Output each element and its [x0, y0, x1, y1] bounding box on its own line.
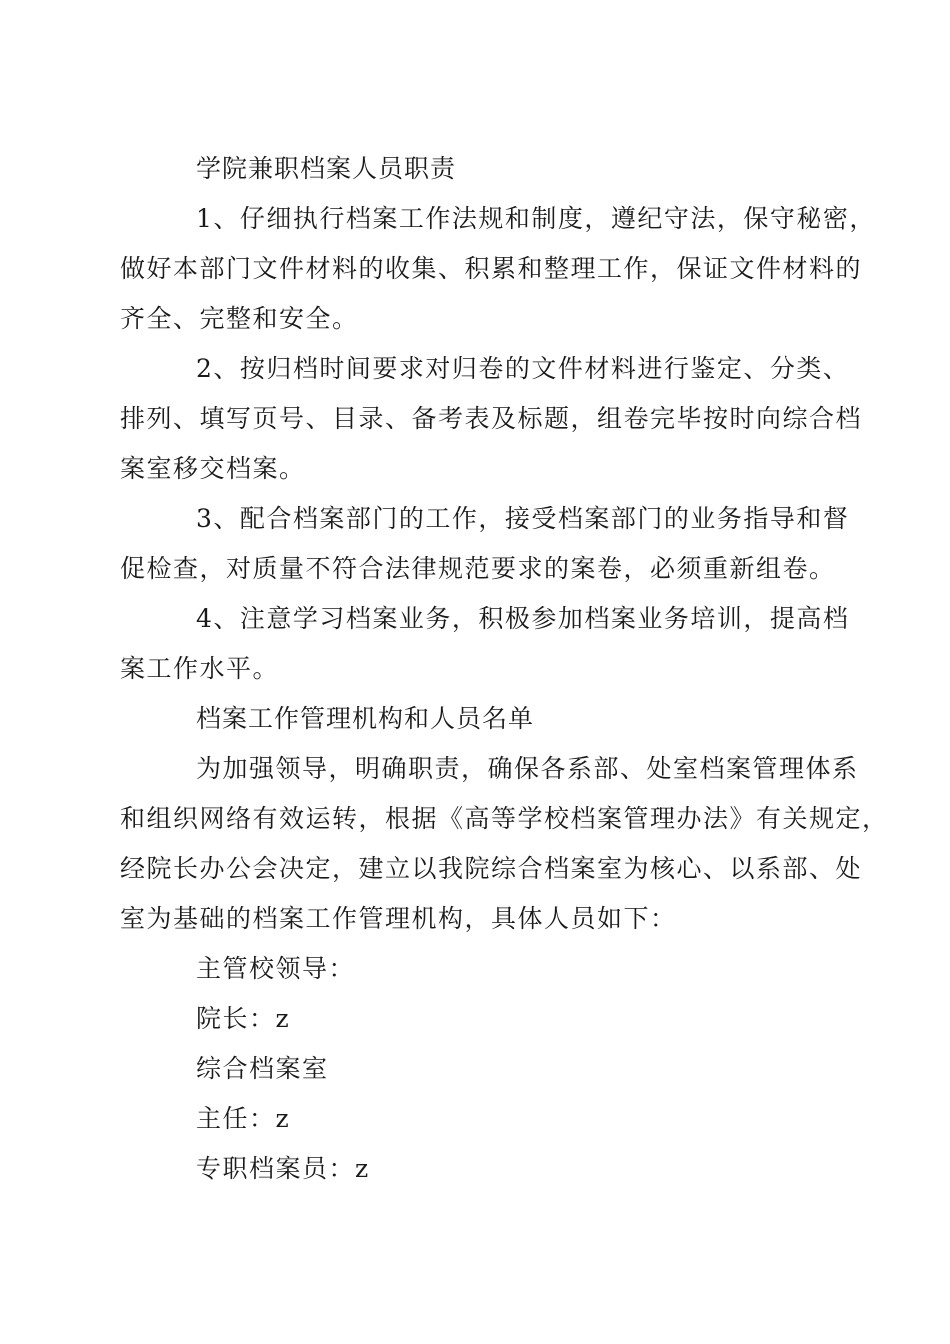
- item-4-line-2: 案工作水平。: [120, 654, 280, 683]
- item-2-line-3: 案室移交档案。: [120, 454, 306, 483]
- item-4-line-1: 4、注意学习档案业务，积极参加档案业务培训，提高档: [196, 604, 850, 633]
- intro-line-3: 经院长办公会决定，建立以我院综合档案室为核心、以系部、处: [120, 854, 863, 883]
- item-2-line-1: 2、按归档时间要求对归卷的文件材料进行鉴定、分类、: [196, 354, 850, 383]
- roster-office: 综合档案室: [196, 1054, 329, 1083]
- item-1-line-2: 做好本部门文件材料的收集、积累和整理工作，保证文件材料的: [120, 254, 863, 283]
- heading-organization: 档案工作管理机构和人员名单: [196, 704, 535, 733]
- roster-archivist: 专职档案员：z: [196, 1154, 370, 1183]
- roster-president: 院长：z: [196, 1004, 291, 1033]
- intro-line-2: 和组织网络有效运转，根据《高等学校档案管理办法》有关规定，: [120, 804, 889, 833]
- heading-duties: 学院兼职档案人员职责: [196, 154, 457, 183]
- intro-line-4: 室为基础的档案工作管理机构，具体人员如下：: [120, 904, 677, 933]
- item-3-line-2: 促检查，对质量不符合法律规范要求的案卷，必须重新组卷。: [120, 554, 836, 583]
- roster-leader-label: 主管校领导：: [196, 954, 356, 983]
- item-2-line-2: 排列、填写页号、目录、备考表及标题，组卷完毕按时向综合档: [120, 404, 863, 433]
- intro-line-1: 为加强领导，明确职责，确保各系部、处室档案管理体系: [196, 754, 859, 783]
- item-1-line-1: 1、仔细执行档案工作法规和制度，遵纪守法，保守秘密，: [196, 204, 876, 233]
- item-1-line-3: 齐全、完整和安全。: [120, 304, 359, 333]
- item-3-line-1: 3、配合档案部门的工作，接受档案部门的业务指导和督: [196, 504, 850, 533]
- roster-director: 主任：z: [196, 1104, 291, 1133]
